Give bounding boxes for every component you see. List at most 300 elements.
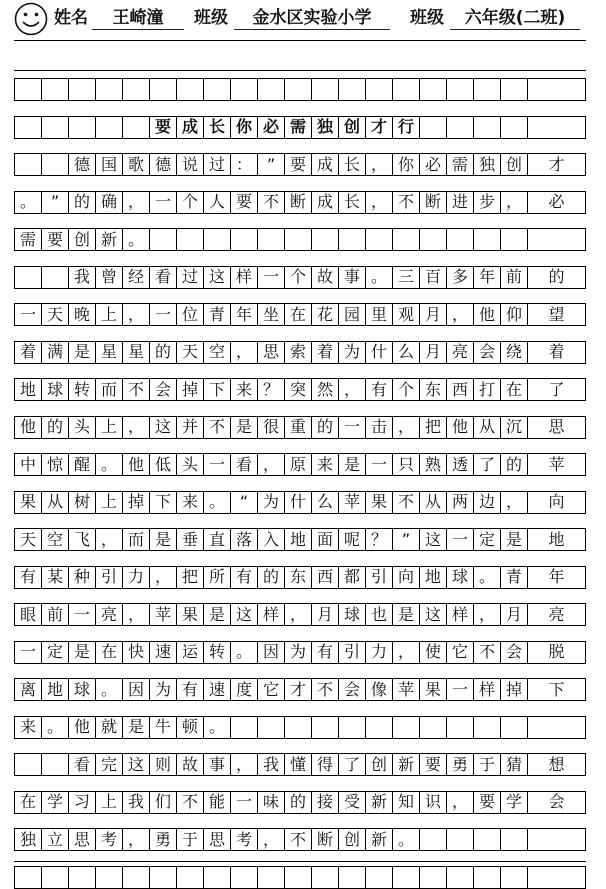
grid-cell: 不 <box>122 378 150 401</box>
grid-cell: 向 <box>392 566 420 589</box>
grid-cell: 必 <box>257 116 285 139</box>
student-name: 王崎潼 <box>92 7 184 30</box>
grid-cell: 事 <box>203 753 231 776</box>
grid-cell <box>311 866 339 889</box>
grid-cell <box>41 78 69 101</box>
grid-cell: 步 <box>473 191 501 214</box>
grid-cell: 突 <box>284 378 312 401</box>
grid-cell <box>122 866 150 889</box>
grid-cell: 新 <box>365 791 393 814</box>
grid-cell: 而 <box>122 528 150 551</box>
grid-cell: ： <box>230 153 258 176</box>
grid-cell: 事 <box>338 266 366 289</box>
grid-cell: 从 <box>473 416 501 439</box>
grid-cell: 完 <box>95 753 123 776</box>
grid-cell: 满 <box>41 341 69 364</box>
grid-row <box>14 303 586 326</box>
grid-cell <box>500 828 528 851</box>
grid-cell: 么 <box>392 341 420 364</box>
grid-cell <box>149 228 177 251</box>
grid-cell: 很 <box>257 416 285 439</box>
grid-cell <box>41 866 69 889</box>
grid-cell: 才 <box>365 116 393 139</box>
grid-cell: 它 <box>257 678 285 701</box>
grid-cell: 定 <box>41 641 69 664</box>
grid-cell <box>338 716 366 739</box>
grid-cell: 他 <box>122 453 150 476</box>
grid-cell: 有 <box>311 641 339 664</box>
grid-cell: 创 <box>338 116 366 139</box>
grid-cell: ， <box>122 828 150 851</box>
grid-cell <box>122 78 150 101</box>
grid-cell: 有 <box>230 566 258 589</box>
grid-cell: 透 <box>446 453 474 476</box>
grid-cell <box>68 116 96 139</box>
grid-row <box>14 603 586 626</box>
grid-cell: 花 <box>311 303 339 326</box>
grid-cell: 的 <box>257 566 285 589</box>
grid-cell <box>203 228 231 251</box>
grid-cell: 为 <box>149 678 177 701</box>
grid-cell: 并 <box>176 416 204 439</box>
grid-cell: 什 <box>284 491 312 514</box>
grid-cell: 是 <box>68 341 96 364</box>
grid-cell: 位 <box>176 303 204 326</box>
grid-cell: 要 <box>41 228 69 251</box>
grid-cell: 空 <box>203 341 231 364</box>
grid-cell: 。 <box>41 716 69 739</box>
grid-row <box>14 453 586 476</box>
grid-cell: 仰 <box>500 303 528 326</box>
grid-row <box>14 341 586 364</box>
grid-cell: ， <box>500 491 528 514</box>
grid-cell: 样 <box>473 678 501 701</box>
grid-cell: 。 <box>203 716 231 739</box>
grid-cell: 月 <box>419 341 447 364</box>
grid-cell: 独 <box>473 153 501 176</box>
grid-cell: 我 <box>122 791 150 814</box>
grid-cell: 不 <box>311 678 339 701</box>
grid-cell: 会 <box>527 791 586 814</box>
grid-cell: 一 <box>14 303 42 326</box>
grid-cell: 下 <box>203 378 231 401</box>
grid-cell: 说 <box>176 153 204 176</box>
grid-cell <box>527 716 586 739</box>
grid-cell: 也 <box>365 603 393 626</box>
grid-cell: 速 <box>203 678 231 701</box>
grid-cell: 果 <box>365 491 393 514</box>
grid-cell: 前 <box>500 266 528 289</box>
grid-cell: 于 <box>473 753 501 776</box>
grid-cell: ？ <box>257 378 285 401</box>
grid-cell: 离 <box>14 678 42 701</box>
grid-cell: 学 <box>500 791 528 814</box>
grid-cell <box>446 228 474 251</box>
grid-cell <box>203 78 231 101</box>
grid-row <box>14 378 586 401</box>
grid-cell <box>419 828 447 851</box>
grid-cell: 是 <box>230 416 258 439</box>
grid-cell <box>527 228 586 251</box>
grid-cell: 球 <box>68 678 96 701</box>
grid-cell: 不 <box>203 416 231 439</box>
grid-cell: ” <box>41 191 69 214</box>
grid-cell: 我 <box>68 266 96 289</box>
grid-cell: 月 <box>311 603 339 626</box>
grid-cell: 要 <box>284 153 312 176</box>
class-label: 班级 <box>410 8 444 28</box>
grid-cell: 的 <box>500 453 528 476</box>
grid-cell: 思 <box>68 828 96 851</box>
grid-cell: 醒 <box>68 453 96 476</box>
grid-cell: 在 <box>95 641 123 664</box>
grid-cell: 入 <box>257 528 285 551</box>
grid-cell <box>14 116 42 139</box>
grid-cell: 果 <box>176 603 204 626</box>
grid-cell <box>446 716 474 739</box>
grid-cell: 学 <box>41 791 69 814</box>
grid-cell: 三 <box>392 266 420 289</box>
grid-cell: 习 <box>68 791 96 814</box>
grid-cell: 有 <box>176 678 204 701</box>
grid-cell: 懂 <box>284 753 312 776</box>
grid-cell: 然 <box>311 378 339 401</box>
grid-cell: 看 <box>149 266 177 289</box>
grid-cell: 识 <box>419 791 447 814</box>
header <box>0 0 606 40</box>
grid-cell: 创 <box>68 228 96 251</box>
grid-cell: 掉 <box>176 378 204 401</box>
grid-cell <box>176 866 204 889</box>
grid-cell: 望 <box>527 303 586 326</box>
grid-cell: 在 <box>284 303 312 326</box>
grid-cell: 会 <box>500 641 528 664</box>
grid-cell: 脱 <box>527 641 586 664</box>
grid-cell: 转 <box>68 378 96 401</box>
grid-cell: 。 <box>203 491 231 514</box>
grid-cell: 。 <box>230 641 258 664</box>
grid-cell <box>257 716 285 739</box>
composition-grid <box>14 40 586 862</box>
grid-cell <box>446 866 474 889</box>
grid-cell: 年 <box>230 303 258 326</box>
grid-cell: 星 <box>95 341 123 364</box>
grid-cell: 的 <box>527 266 586 289</box>
grid-cell <box>41 153 69 176</box>
grid-cell: 不 <box>392 191 420 214</box>
grid-cell <box>311 228 339 251</box>
grid-cell: 德 <box>149 153 177 176</box>
grid-cell <box>419 116 447 139</box>
grid-cell: 。 <box>392 828 420 851</box>
grid-cell: 样 <box>257 603 285 626</box>
grid-cell: 向 <box>527 491 586 514</box>
grid-cell: 垂 <box>176 528 204 551</box>
grid-cell: 一 <box>257 266 285 289</box>
grid-cell: 球 <box>338 603 366 626</box>
grid-cell: 要 <box>473 791 501 814</box>
grid-cell: 上 <box>95 491 123 514</box>
grid-cell: 能 <box>203 791 231 814</box>
grid-cell: ， <box>95 528 123 551</box>
grid-cell: 断 <box>284 191 312 214</box>
grid-cell: 把 <box>176 566 204 589</box>
grid-cell: ， <box>149 566 177 589</box>
grid-cell <box>500 78 528 101</box>
grid-cell <box>122 116 150 139</box>
grid-cell <box>14 153 42 176</box>
grid-cell: 不 <box>284 828 312 851</box>
grid-cell: 月 <box>419 303 447 326</box>
grid-cell <box>419 716 447 739</box>
grid-cell: 新 <box>95 228 123 251</box>
grid-cell: 苹 <box>527 453 586 476</box>
grid-cell: 定 <box>473 528 501 551</box>
grid-cell: 则 <box>149 753 177 776</box>
grid-cell: 要 <box>230 191 258 214</box>
grid-cell <box>284 866 312 889</box>
grid-cell <box>419 78 447 101</box>
grid-row <box>14 866 586 889</box>
grid-cell <box>365 78 393 101</box>
grid-row <box>14 491 586 514</box>
grid-cell: 的 <box>68 191 96 214</box>
grid-cell: 月 <box>500 603 528 626</box>
grid-cell: 头 <box>176 453 204 476</box>
grid-cell: 新 <box>365 828 393 851</box>
grid-cell: 于 <box>176 828 204 851</box>
grid-cell: 果 <box>14 491 42 514</box>
grid-cell: 所 <box>203 566 231 589</box>
grid-cell: “ <box>230 491 258 514</box>
grid-cell: 确 <box>95 191 123 214</box>
grid-cell: 就 <box>95 716 123 739</box>
grid-cell <box>419 866 447 889</box>
grid-cell: ， <box>446 791 474 814</box>
grid-cell: 个 <box>176 191 204 214</box>
grid-cell: 是 <box>68 641 96 664</box>
grid-cell: 击 <box>365 416 393 439</box>
grid-cell: 掉 <box>122 491 150 514</box>
grid-cell: 百 <box>419 266 447 289</box>
grid-cell: 亮 <box>95 603 123 626</box>
grid-cell: 猜 <box>500 753 528 776</box>
grid-cell: ， <box>122 303 150 326</box>
grid-cell: 知 <box>392 791 420 814</box>
grid-cell: 什 <box>365 341 393 364</box>
grid-cell: 为 <box>257 491 285 514</box>
grid-cell <box>473 78 501 101</box>
grid-cell: 下 <box>527 678 586 701</box>
grid-cell <box>41 116 69 139</box>
grid-cell: 亮 <box>446 341 474 364</box>
grid-cell: 想 <box>527 753 586 776</box>
grid-cell <box>14 753 42 776</box>
grid-cell: 。 <box>473 566 501 589</box>
grid-cell <box>338 866 366 889</box>
name-label: 姓名 <box>54 8 88 28</box>
grid-cell: 为 <box>284 641 312 664</box>
grid-cell <box>95 116 123 139</box>
grid-cell: 们 <box>149 791 177 814</box>
grid-cell: ， <box>284 603 312 626</box>
grid-cell: 地 <box>14 378 42 401</box>
grid-row <box>14 716 586 739</box>
grid-cell <box>527 828 586 851</box>
grid-cell: 原 <box>284 453 312 476</box>
grid-cell <box>284 78 312 101</box>
grid-cell <box>41 753 69 776</box>
class-name: 六年级(二班) <box>450 7 580 30</box>
grid-cell: 思 <box>527 416 586 439</box>
grid-cell: 需 <box>14 228 42 251</box>
grid-cell: 来 <box>230 378 258 401</box>
grid-cell: 的 <box>149 341 177 364</box>
grid-cell: 索 <box>284 341 312 364</box>
grid-cell: 着 <box>527 341 586 364</box>
grid-cell <box>446 116 474 139</box>
school-label: 班级 <box>194 8 228 28</box>
grid-cell: 的 <box>311 416 339 439</box>
grid-cell: 为 <box>338 341 366 364</box>
grid-row <box>14 153 586 176</box>
grid-cell: 国 <box>95 153 123 176</box>
grid-cell <box>446 828 474 851</box>
grid-cell: 一 <box>149 303 177 326</box>
grid-cell: 只 <box>392 453 420 476</box>
grid-cell: 断 <box>311 828 339 851</box>
grid-row <box>14 791 586 814</box>
grid-cell <box>230 866 258 889</box>
grid-cell <box>149 78 177 101</box>
grid-cell: 必 <box>527 191 586 214</box>
grid-cell: 一 <box>203 453 231 476</box>
grid-cell: ” <box>392 528 420 551</box>
grid-cell <box>392 78 420 101</box>
grid-cell: 亮 <box>527 603 586 626</box>
grid-cell: 力 <box>122 566 150 589</box>
grid-cell: 树 <box>68 491 96 514</box>
grid-cell: 考 <box>95 828 123 851</box>
grid-cell <box>230 716 258 739</box>
grid-cell: 么 <box>311 491 339 514</box>
grid-cell: 进 <box>446 191 474 214</box>
grid-cell: 故 <box>176 753 204 776</box>
grid-row <box>14 528 586 551</box>
grid-cell: 看 <box>230 453 258 476</box>
grid-cell: 成 <box>176 116 204 139</box>
grid-cell: 。 <box>365 266 393 289</box>
grid-cell: 引 <box>95 566 123 589</box>
grid-cell <box>95 866 123 889</box>
grid-cell: 球 <box>41 378 69 401</box>
grid-cell: ， <box>446 303 474 326</box>
grid-cell: ， <box>230 341 258 364</box>
grid-cell: 打 <box>473 378 501 401</box>
grid-cell: 长 <box>203 116 231 139</box>
grid-cell: 个 <box>392 378 420 401</box>
grid-cell <box>68 866 96 889</box>
grid-cell: 断 <box>419 191 447 214</box>
smiley-face-icon <box>14 2 48 36</box>
grid-cell: ， <box>338 378 366 401</box>
grid-cell: 面 <box>311 528 339 551</box>
grid-cell: 长 <box>338 191 366 214</box>
title-row <box>14 116 586 139</box>
grid-cell: 沉 <box>500 416 528 439</box>
grid-cell <box>527 78 586 101</box>
grid-cell: 你 <box>230 116 258 139</box>
grid-cell: 考 <box>230 828 258 851</box>
grid-cell: 是 <box>149 528 177 551</box>
grid-cell: 使 <box>419 641 447 664</box>
grid-cell <box>176 228 204 251</box>
grid-cell: 这 <box>230 603 258 626</box>
grid-cell: ？ <box>365 528 393 551</box>
grid-cell: 是 <box>122 716 150 739</box>
grid-cell: 了 <box>527 378 586 401</box>
grid-cell: 从 <box>419 491 447 514</box>
grid-cell: 不 <box>473 641 501 664</box>
grid-cell: 这 <box>419 603 447 626</box>
grid-cell <box>14 266 42 289</box>
grid-cell: 这 <box>149 416 177 439</box>
grid-cell <box>14 78 42 101</box>
grid-cell <box>500 716 528 739</box>
grid-cell: 直 <box>203 528 231 551</box>
grid-cell <box>338 228 366 251</box>
grid-cell: ， <box>122 416 150 439</box>
grid-cell <box>446 78 474 101</box>
grid-cell: 有 <box>365 378 393 401</box>
grid-cell: 把 <box>419 416 447 439</box>
grid-cell: 味 <box>257 791 285 814</box>
grid-cell: 运 <box>176 641 204 664</box>
grid-cell: 种 <box>68 566 96 589</box>
frame-line <box>14 861 586 862</box>
grid-cell <box>257 78 285 101</box>
grid-cell: 里 <box>365 303 393 326</box>
grid-cell <box>203 866 231 889</box>
grid-cell: 前 <box>41 603 69 626</box>
grid-cell: 某 <box>41 566 69 589</box>
grid-cell: 下 <box>149 491 177 514</box>
grid-cell: 你 <box>392 153 420 176</box>
grid-cell: 度 <box>230 678 258 701</box>
grid-cell: 会 <box>473 341 501 364</box>
grid-cell <box>500 866 528 889</box>
grid-cell: 熟 <box>419 453 447 476</box>
grid-cell: 了 <box>338 753 366 776</box>
grid-cell <box>500 228 528 251</box>
grid-cell: 思 <box>203 828 231 851</box>
grid-cell <box>527 866 586 889</box>
grid-row <box>14 641 586 664</box>
grid-cell: ， <box>500 191 528 214</box>
grid-cell: 牛 <box>149 716 177 739</box>
grid-cell: 低 <box>149 453 177 476</box>
grid-row <box>14 566 586 589</box>
grid-cell: 年 <box>473 266 501 289</box>
grid-cell: 需 <box>446 153 474 176</box>
grid-cell: ， <box>230 753 258 776</box>
grid-cell: 呢 <box>338 528 366 551</box>
grid-cell: 都 <box>338 566 366 589</box>
grid-cell: 重 <box>284 416 312 439</box>
grid-cell: 球 <box>446 566 474 589</box>
grid-row <box>14 828 586 851</box>
grid-cell: 。 <box>95 453 123 476</box>
